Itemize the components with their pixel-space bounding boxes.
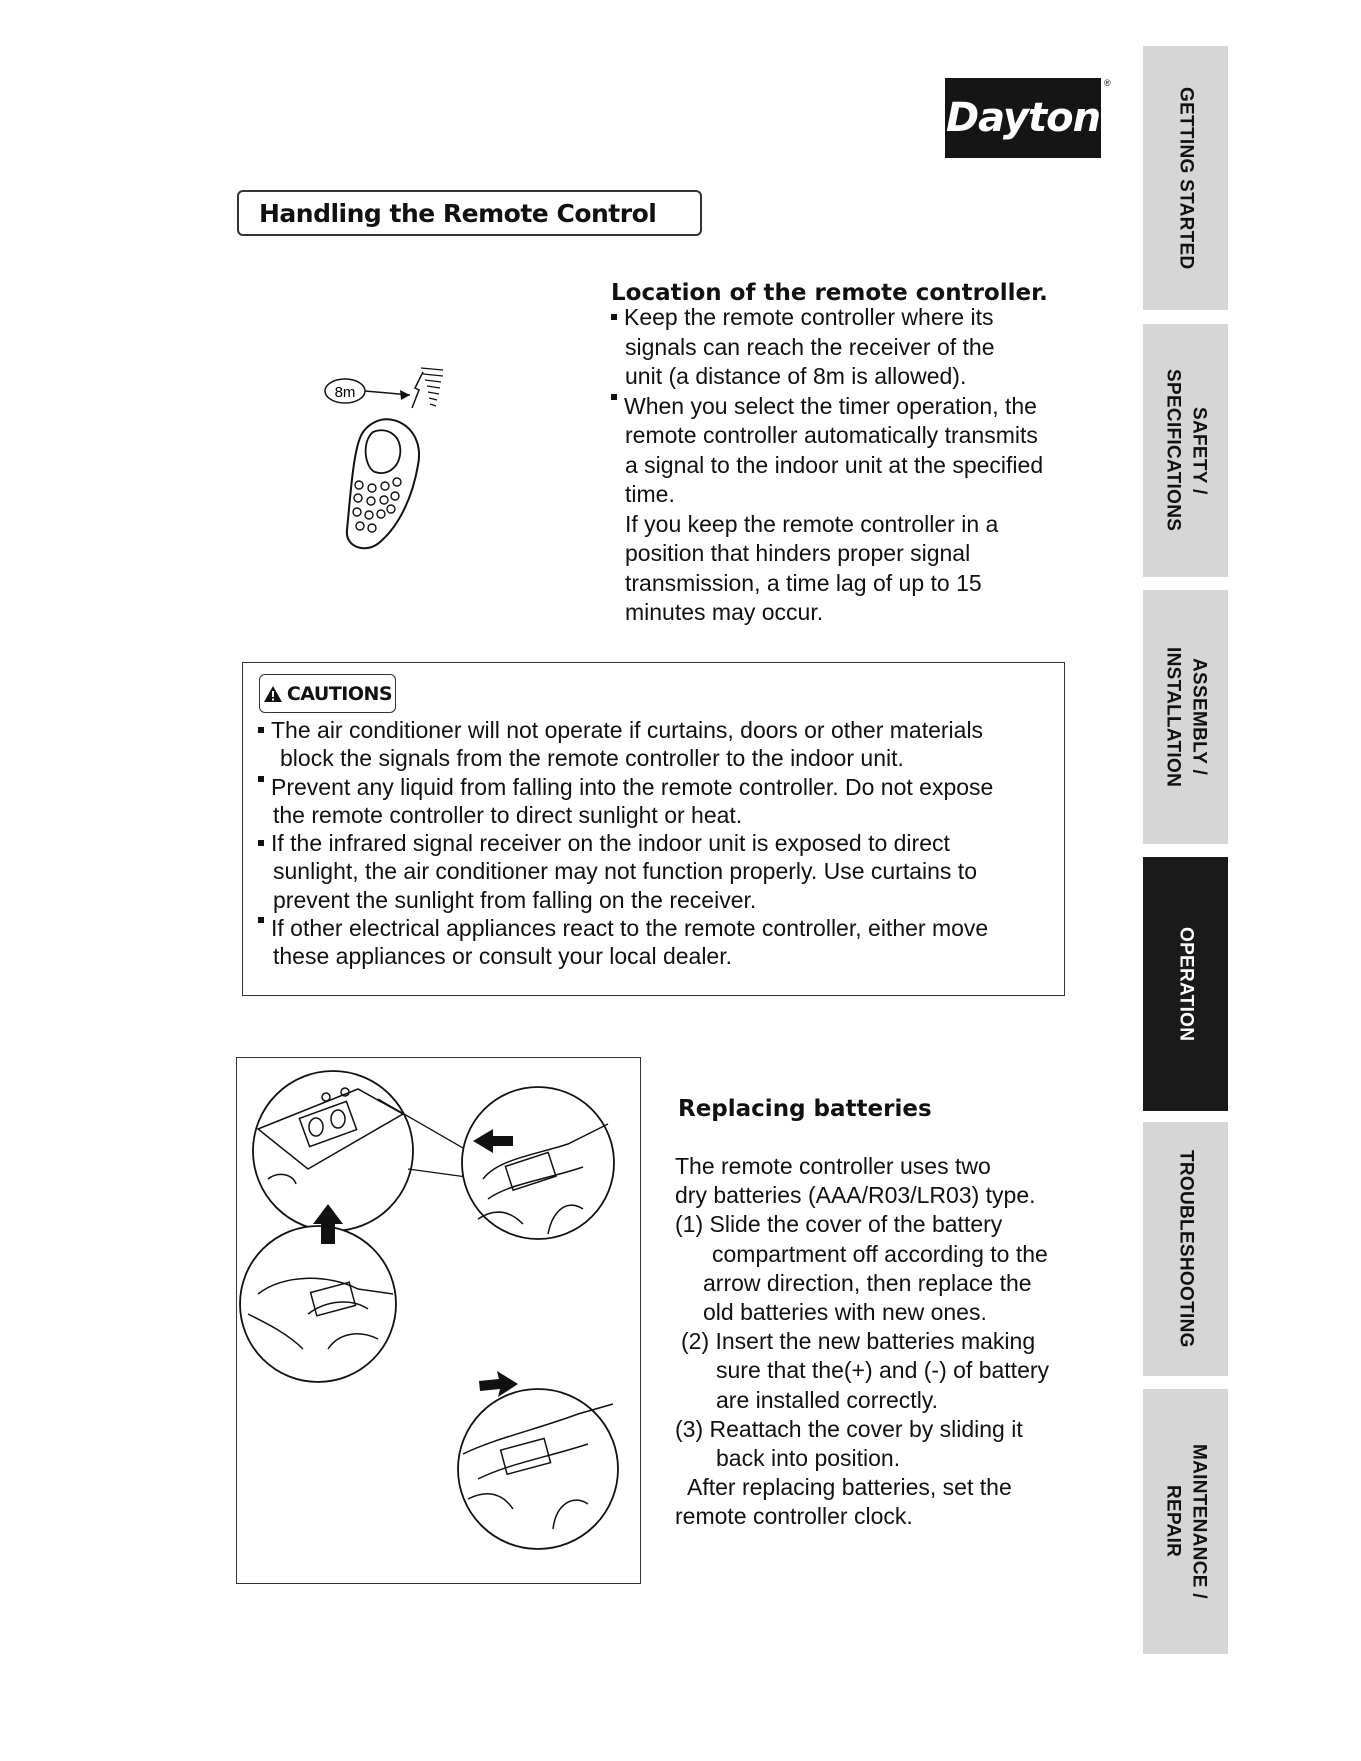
batteries-line-10: (3) Reattach the cover by sliding it (675, 1415, 1023, 1442)
location-para-3-line-4: minutes may occur. (625, 599, 824, 625)
batteries-line-3: (1) Slide the cover of the battery (675, 1211, 1003, 1238)
location-para-3-line-1: If you keep the remote controller in a (625, 510, 999, 537)
location-bullet-1-line-1: Keep the remote controller where its (611, 303, 1076, 333)
cautions-label-text: CAUTIONS (286, 682, 393, 705)
location-bullet-1-line-3: unit (a distance of 8m is allowed). (625, 363, 967, 389)
location-para-3-line-2: position that hinders proper signal (625, 540, 971, 566)
batteries-text (675, 1152, 1095, 1532)
battery-replacement-illustration (238, 1059, 639, 1582)
section-title: Handling the Remote Control (237, 190, 702, 236)
batteries-line-2: dry batteries (AAA/R03/LR03) type. (675, 1182, 1036, 1209)
registered-mark: ® (1104, 78, 1111, 88)
caution-3-line-1: If the infrared signal receiver on the indoor unit is exposed to direct (258, 829, 1058, 857)
location-bullet-2-line-1: When you select the timer operation, the (611, 392, 1076, 422)
location-bullet-1-line-2: signals can reach the receiver of the (625, 333, 995, 360)
tab-label: ASSEMBLY / INSTALLATION (1162, 646, 1210, 788)
cautions-text (258, 716, 1058, 971)
location-text (611, 303, 1076, 628)
tab-safety-specifications[interactable] (1143, 324, 1228, 577)
cautions-label (259, 674, 396, 713)
batteries-line-13: remote controller clock. (675, 1503, 913, 1530)
bullet-marker (611, 394, 617, 400)
location-para-3-line-3: transmission, a time lag of up to 15 (625, 569, 982, 596)
tab-label: TROUBLESHOOTING (1175, 1150, 1197, 1348)
tab-operation[interactable] (1143, 857, 1228, 1111)
location-bullet-2-line-2: remote controller automatically transmits (625, 422, 1038, 448)
bullet-marker (258, 917, 264, 923)
batteries-line-1: The remote controller uses two (675, 1153, 991, 1179)
location-bullet-2-line-4: time. (625, 481, 675, 507)
batteries-line-12: After replacing batteries, set the (687, 1474, 1012, 1501)
tab-maintenance-repair[interactable] (1143, 1389, 1228, 1654)
warning-triangle-icon (263, 685, 283, 703)
remote-controller-illustration (315, 360, 475, 560)
brand-name: Dayton (945, 95, 1101, 141)
caution-3-line-2: sunlight, the air conditioner may not function properly. Use curtains to (273, 858, 977, 885)
location-heading: Location of the remote controller. (611, 280, 1048, 306)
batteries-line-7: (2) Insert the new batteries making (681, 1328, 1036, 1355)
tab-getting-started[interactable] (1143, 46, 1228, 310)
tab-label: SAFETY / SPECIFICATIONS (1162, 369, 1210, 532)
bullet-marker (258, 776, 264, 782)
caution-2-line-1: Prevent any liquid from falling into the remote controller. Do not expose (258, 773, 1058, 801)
tab-troubleshooting[interactable] (1143, 1122, 1228, 1376)
dayton-logo (945, 78, 1101, 158)
bullet-marker (258, 840, 264, 846)
batteries-line-6: old batteries with new ones. (703, 1299, 987, 1326)
batteries-line-4: compartment off according to the (712, 1240, 1048, 1267)
batteries-line-8: sure that the(+) and (-) of battery (716, 1357, 1050, 1384)
caution-4-line-2: these appliances or consult your local dealer. (273, 943, 733, 970)
tab-label: MAINTENANCE / REPAIR (1162, 1444, 1210, 1599)
distance-label: 8m (334, 384, 356, 401)
caution-4-line-1: If other electrical appliances react to the remote controller, either move (258, 914, 1058, 942)
bullet-marker (611, 314, 617, 320)
batteries-line-5: arrow direction, then replace the (703, 1269, 1032, 1296)
batteries-heading: Replacing batteries (678, 1096, 932, 1122)
batteries-line-9: are installed correctly. (716, 1386, 938, 1413)
bullet-marker (258, 727, 264, 733)
batteries-line-11: back into position. (716, 1445, 901, 1472)
tab-label: OPERATION (1175, 926, 1197, 1042)
caution-1-line-2: block the signals from the remote controller to the indoor unit. (280, 745, 904, 772)
location-bullet-2-line-3: a signal to the indoor unit at the specified (625, 451, 1044, 478)
caution-2-line-2: the remote controller to direct sunlight or heat. (273, 801, 743, 828)
caution-1-line-1: The air conditioner will not operate if curtains, doors or other materials (258, 716, 1058, 744)
tab-assembly-installation[interactable] (1143, 590, 1228, 844)
caution-3-line-3: prevent the sunlight from falling on the receiver. (273, 886, 757, 913)
tab-label: GETTING STARTED (1175, 86, 1197, 270)
